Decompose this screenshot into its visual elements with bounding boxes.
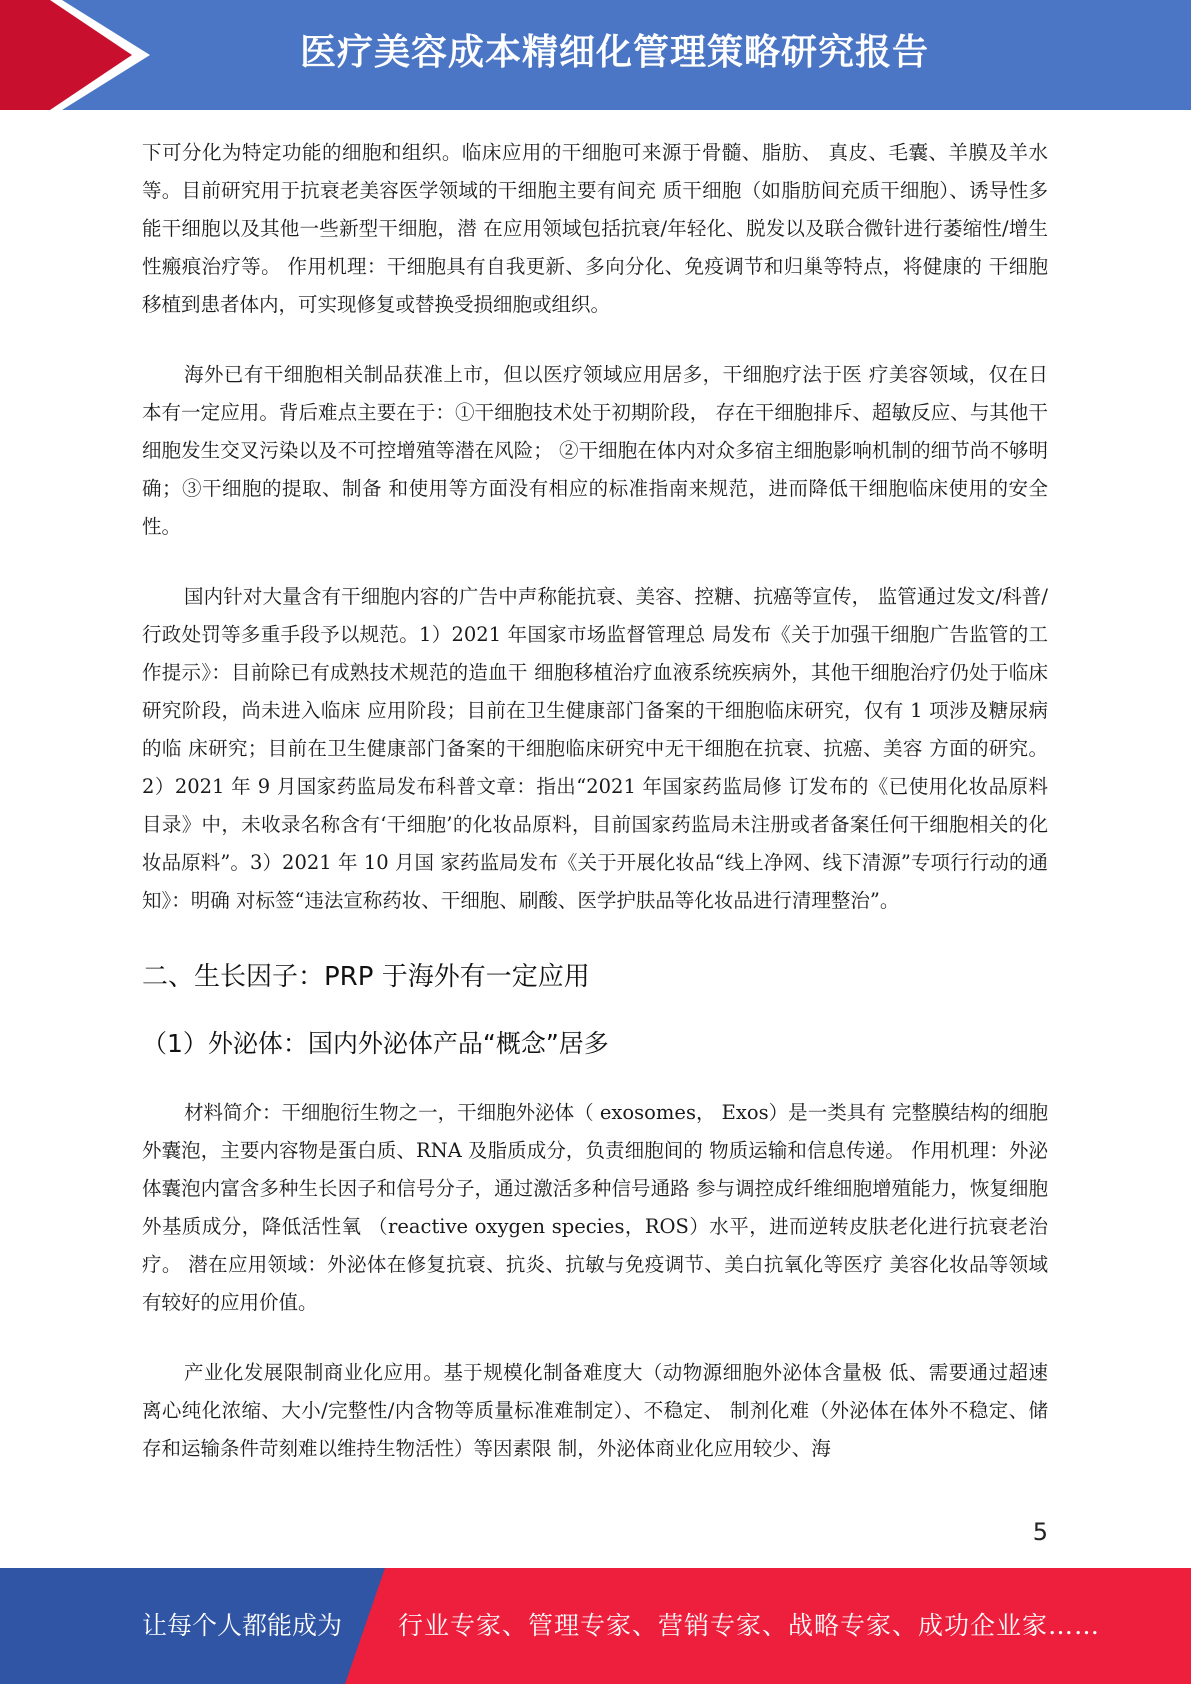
report-title: 医疗美容成本精细化管理策略研究报告 [300, 32, 930, 73]
page-header [0, 0, 1191, 110]
paragraph-overseas-status: 海外已有干细胞相关制品获准上市，但以医疗领域应用居多，干细胞疗法于医 疗美容领域，仅在日本有一定应用。背后难点主要在于：①干细胞技术处于初期阶段， 存在干细胞排斥、超敏反应、与其他干细胞发生交叉污染以及不可控增殖等潜在风险； ②干细胞在体内对众多宿主细胞影响机制的细节尚不够明确；③干细胞的提取、制备 和使用等方面没有相应的标准指南来规范，进而降低干细胞临床使用的安全性。 [142, 363, 1048, 538]
footer-slogan-left: 让每个人都能成为 [142, 1611, 343, 1640]
document-body [142, 134, 1048, 1500]
paragraph-domestic-regulation: 国内针对大量含有干细胞内容的广告中声称能抗衰、美容、控糖、抗癌等宣传， 监管通过发文/科普/行政处罚等多重手段予以规范。1）2021 年国家市场监督管理总 局发布《关于加强干细胞广告监管的工作提示》：目前除已有成熟技术规范的造血干 细胞移植治疗血液系统疾病外，其他干细胞治疗仍处于临床研究阶段，尚未进入临床 应用阶段；目前在卫生健康部门备案的干细胞临床研究，仅有 1 项涉及糖尿病的临 床研究；目前在卫生健康部门备案的干细胞临床研究中无干细胞在抗衰、抗癌、美容 方面的研究。2）2021 年 9 月国家药监局发布科普文章：指出“2021 年国家药监局修 订发布的《已使用化妆品原料目录》中，未收录名称含有‘干细胞’的化妆品原料，目前国家药监局未注册或者备案任何干细胞相关的化妆品原料”。3）2021 年 10 月国 家药监局发布《关于开展化妆品“线上净网、线下清源”专项行行动的通知》：明确 对标签“违法宣称药妆、干细胞、刷酸、医学护肤品等化妆品进行清理整治”。 [142, 585, 1048, 912]
footer-slogan-right: 行业专家、管理专家、营销专家、战略专家、成功企业家…… [398, 1611, 1101, 1640]
page-number: 5 [1032, 1518, 1048, 1546]
subsection-heading-exosome: （1）外泌体：国内外泌体产品“概念”居多 [142, 1029, 609, 1058]
header-chevron-decoration [0, 0, 150, 110]
paragraph-industrialization: 产业化发展限制商业化应用。基于规模化制备难度大（动物源细胞外泌体含量极 低、需要通过超速离心纯化浓缩、大小/完整性/内含物等质量标准难制定）、不稳定、 制剂化难（外泌体在体外不稳定、储存和运输条件苛刻难以维持生物活性）等因素限 制，外泌体商业化应用较少、海 [142, 1361, 1048, 1460]
page-footer [0, 1568, 1191, 1684]
paragraph-exosome-intro: 材料简介：干细胞衍生物之一，干细胞外泌体（ exosomes， Exos）是一类具有 完整膜结构的细胞外囊泡，主要内容物是蛋白质、RNA 及脂质成分，负责细胞间的 物质运输和信息传递。 作用机理：外泌体囊泡内富含多种生长因子和信号分子，通过激活多种信号通路 参与调控成纤维细胞增殖能力，恢复细胞外基质成分，降低活性氧 （reactive oxygen species，ROS）水平，进而逆转皮肤老化进行抗衰老治疗。 潜在应用领域：外泌体在修复抗衰、抗炎、抗敏与免疫调节、美白抗氧化等医疗 美容化妆品等领域有较好的应用价值。 [142, 1101, 1048, 1314]
paragraph-stem-cell-intro: 下可分化为特定功能的细胞和组织。临床应用的干细胞可来源于骨髓、脂肪、 真皮、毛囊、羊膜及羊水等。目前研究用于抗衰老美容医学领域的干细胞主要有间充 质干细胞（如脂肪间充质干细胞）、诱导性多能干细胞以及其他一些新型干细胞，潜 在应用领域包括抗衰/年轻化、脱发以及联合微针进行萎缩性/增生性瘢痕治疗等。 作用机理：干细胞具有自我更新、多向分化、免疫调节和归巢等特点，将健康的 干细胞移植到患者体内，可实现修复或替换受损细胞或组织。 [142, 141, 1048, 316]
section-heading-growth-factor: 二、生长因子：PRP 于海外有一定应用 [142, 962, 590, 992]
